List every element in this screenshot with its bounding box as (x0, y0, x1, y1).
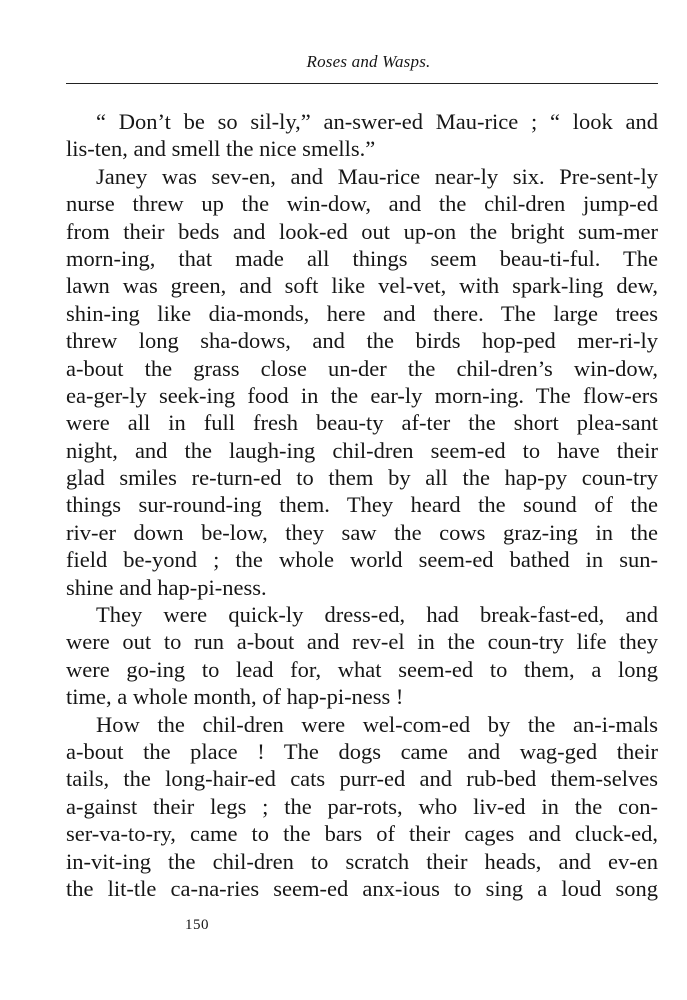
text-line: were out to run a-bout and rev-el in the coun-try life they (66, 629, 658, 655)
text-line: lawn was green, and soft like vel-vet, with spark-ling dew, (66, 273, 658, 299)
text-line: nurse threw up the win-dow, and the chil-dren jump-ed (66, 191, 658, 217)
text-line: morn-ing, that made all things seem beau-ti-ful. The (66, 245, 658, 271)
running-head: Roses and Wasps. (306, 52, 431, 71)
text-line: Janey was sev-en, and Mau-rice near-ly six. Pre-sent-ly (96, 163, 658, 189)
text-line: threw long sha-dows, and the birds hop-ped mer-ri-ly (66, 328, 658, 354)
text-line: lis-ten, and smell the nice smells.” (66, 136, 376, 162)
text-line: were go-ing to lead for, what seem-ed to them, a long (66, 656, 658, 682)
body-text (66, 108, 658, 902)
text-line: were all in full fresh beau-ty af-ter the short plea-sant (66, 410, 658, 436)
text-line: things sur-round-ing them. They heard the sound of the (66, 492, 658, 518)
text-line: time, a whole month, of hap-pi-ness ! (66, 684, 404, 710)
text-line: a-gainst their legs ; the par-rots, who liv-ed in the con- (66, 793, 658, 819)
text-line: shin-ing like dia-monds, here and there. The large trees (66, 300, 658, 326)
text-line: ser-va-to-ry, came to the bars of their cages and cluck-ed, (66, 821, 658, 847)
text-line: in-vit-ing the chil-dren to scratch their heads, and ev-en (66, 848, 658, 874)
text-line: They were quick-ly dress-ed, had break-fast-ed, and (96, 602, 658, 628)
text-line: from their beds and look-ed out up-on the bright sum-mer (66, 218, 658, 244)
text-line: shine and hap-pi-ness. (66, 574, 267, 600)
text-line: night, and the laugh-ing chil-dren seem-ed to have their (66, 437, 658, 463)
header-rule (66, 83, 658, 84)
text-line: a-bout the place ! The dogs came and wag-ged their (66, 738, 658, 764)
text-line: field be-yond ; the whole world seem-ed bathed in sun- (66, 547, 658, 573)
text-line: a-bout the grass close un-der the chil-dren’s win-dow, (66, 355, 658, 381)
text-line: How the chil-dren were wel-com-ed by the an-i-mals (96, 711, 658, 737)
text-line: ea-ger-ly seek-ing food in the ear-ly morn-ing. The flow-ers (66, 382, 658, 408)
text-line: “ Don’t be so sil-ly,” an-swer-ed Mau-rice ; “ look and (96, 109, 658, 134)
text-line: tails, the long-hair-ed cats purr-ed and rub-bed them-selves (66, 766, 658, 792)
text-line: riv-er down be-low, they saw the cows graz-ing in the (66, 519, 658, 545)
text-line: glad smiles re-turn-ed to them by all the hap-py coun-try (66, 465, 658, 491)
text-line: the lit-tle ca-na-ries seem-ed anx-ious to sing a loud song (66, 875, 658, 901)
page-number: 150 (185, 917, 209, 933)
